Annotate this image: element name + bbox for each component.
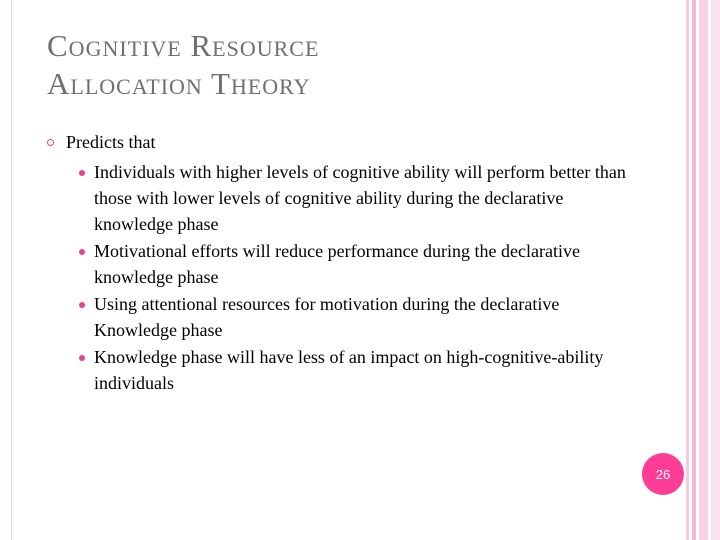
page-number-badge: 26 xyxy=(642,453,684,495)
sub-bullet xyxy=(75,159,637,237)
dot-bullet-icon xyxy=(79,355,85,361)
dot-bullet-icon xyxy=(79,170,85,176)
stripe xyxy=(692,0,696,540)
stripe xyxy=(686,0,689,540)
stripe xyxy=(711,0,720,540)
sub-bullet-text: Individuals with higher levels of cognitive ability will perform better than those with lower levels of cognitive ability during the declarative knowledge phase xyxy=(94,162,626,234)
sub-bullet xyxy=(75,238,637,290)
sub-bullet-list xyxy=(47,159,637,396)
dot-bullet-icon xyxy=(79,249,85,255)
ring-bullet-icon xyxy=(47,139,54,146)
sub-bullet xyxy=(75,344,637,396)
sub-bullet xyxy=(75,291,637,343)
slide-content xyxy=(47,131,637,397)
decorative-stripes xyxy=(686,0,720,540)
slide-title xyxy=(47,27,647,103)
title-line-1: Cognitive Resource xyxy=(47,28,320,63)
dot-bullet-icon xyxy=(79,302,85,308)
stripe xyxy=(699,0,708,540)
sub-bullet-text: Using attentional resources for motivation during the declarative Knowledge phase xyxy=(94,294,560,340)
level1-bullet xyxy=(47,131,637,153)
title-line-2: Allocation Theory xyxy=(47,66,311,101)
level1-text: Predicts that xyxy=(66,132,156,152)
sub-bullet-text: Motivational efforts will reduce performance during the declarative knowledge phase xyxy=(94,241,580,287)
sub-bullet-text: Knowledge phase will have less of an impact on high-cognitive-ability individuals xyxy=(94,347,604,393)
left-border-line xyxy=(11,0,12,540)
